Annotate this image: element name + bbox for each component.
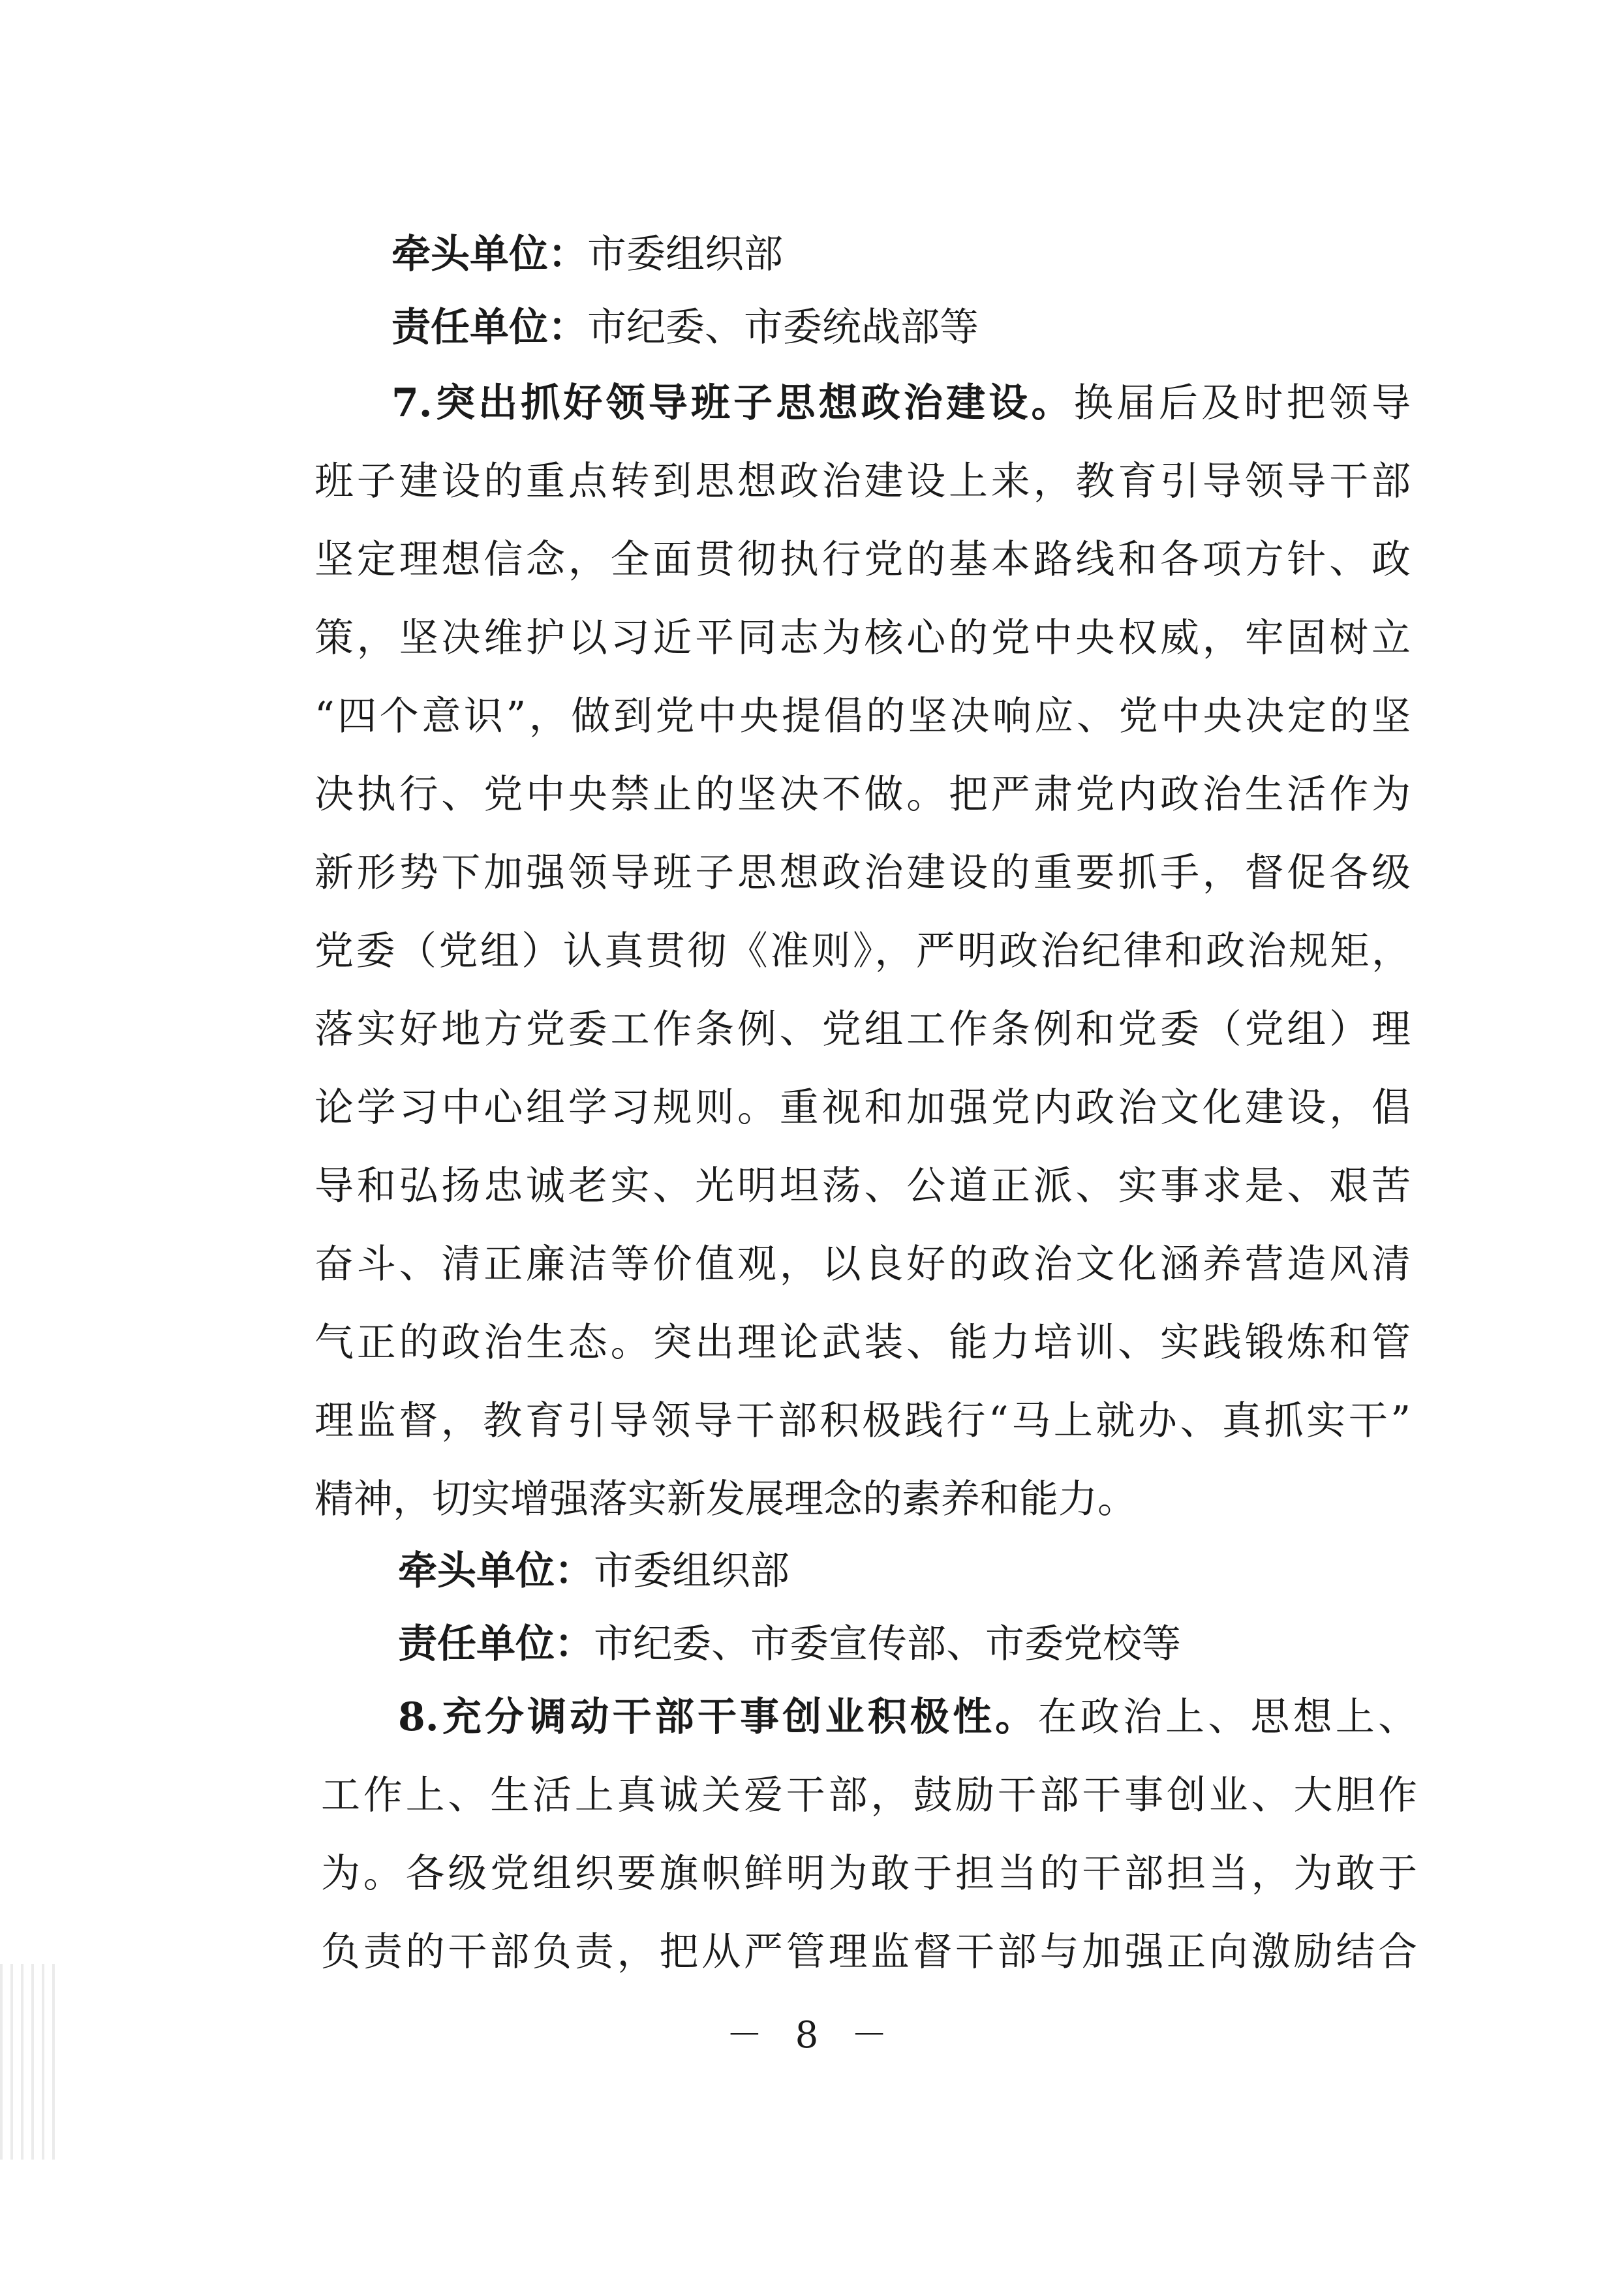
text-line: [321, 1848, 1417, 1900]
line-text: 负责的干部负责，把从严管理监督干部与加强正向激励结合: [321, 1929, 1417, 1975]
text-line: [398, 1545, 1494, 1597]
line-text: 市纪委、市委宣传部、市委党校等: [594, 1621, 1181, 1667]
text-line: [314, 1003, 1411, 1056]
line-text: 理监督，教育引导领导干部积极践行“马上就办、真抓实干”: [314, 1398, 1411, 1444]
label-lead-unit: 牵头单位：: [391, 232, 587, 277]
text-line: [314, 1317, 1411, 1369]
line-text: 决执行、党中央禁止的坚决不做。把严肃党内政治生活作为: [314, 772, 1411, 818]
line-text: 换届后及时把领导: [1073, 380, 1411, 426]
line-text: 落实好地方党委工作条例、党组工作条例和党委（党组）理: [314, 1007, 1411, 1052]
text-line: [314, 455, 1411, 508]
line-text: 策，坚决维护以习近平同志为核心的党中央权威，牢固树立: [314, 615, 1411, 661]
label-responsible-unit: 责任单位：: [391, 305, 587, 350]
text-line: [314, 1238, 1411, 1291]
heading-title: 8.充分调动干部干事创业积极性。: [398, 1694, 1038, 1740]
text-line: [321, 1926, 1417, 1978]
text-line: [314, 1082, 1411, 1134]
line-text: 在政治上、思想上、: [1037, 1694, 1417, 1740]
line-text: 坚定理想信念，全面贯彻执行党的基本路线和各项方针、政: [314, 537, 1411, 583]
label-lead-unit: 牵头单位：: [398, 1548, 594, 1594]
scan-margin-artifact: [0, 1964, 60, 2160]
text-line: [321, 1769, 1417, 1822]
line-text: 工作上、生活上真诚关爱干部，鼓励干部干事创业、大胆作: [321, 1773, 1417, 1818]
line-text: 班子建设的重点转到思想政治建设上来，教育引导领导干部: [314, 459, 1411, 504]
line-text: 市纪委、市委统战部等: [587, 305, 979, 350]
text-line: [314, 1473, 1411, 1525]
line-text: 市委组织部: [594, 1548, 789, 1594]
text-line: [314, 690, 1411, 742]
line-text: 精神，切实增强落实新发展理念的素养和能力。: [314, 1476, 1137, 1522]
text-line: [314, 925, 1411, 977]
text-line: [398, 1618, 1494, 1670]
section-heading-8: [398, 1691, 1417, 1743]
line-text: 导和弘扬忠诚老实、光明坦荡、公道正派、实事求是、艰苦: [314, 1163, 1411, 1209]
line-text: 论学习中心组学习规则。重视和加强党内政治文化建设，倡: [314, 1085, 1411, 1131]
text-line: [314, 847, 1411, 899]
line-text: 为。各级党组织要旗帜鲜明为敢于担当的干部担当，为敢于: [321, 1851, 1417, 1897]
text-line: [314, 769, 1411, 821]
text-line: [314, 612, 1411, 664]
text-line: [314, 534, 1411, 586]
page-number: － 8 －: [726, 2014, 898, 2056]
line-text: 气正的政治生态。突出理论武装、能力培训、实践锻炼和管: [314, 1320, 1411, 1366]
line-text: 新形势下加强领导班子思想政治建设的重要抓手，督促各级: [314, 850, 1411, 896]
line-text: “四个意识”，做到党中央提倡的坚决响应、党中央决定的坚: [314, 694, 1411, 739]
text-line: [391, 228, 1488, 281]
text-line: [391, 301, 1488, 354]
section-heading-7: [391, 377, 1411, 429]
line-text: 市委组织部: [587, 232, 783, 277]
text-line: [314, 1395, 1411, 1447]
text-line: [314, 1160, 1411, 1212]
label-responsible-unit: 责任单位：: [398, 1621, 594, 1667]
line-text: 党委（党组）认真贯彻《准则》，严明政治纪律和政治规矩，: [314, 928, 1411, 974]
line-text: 奋斗、清正廉洁等价值观，以良好的政治文化涵养营造风清: [314, 1242, 1411, 1287]
heading-title: 7.突出抓好领导班子思想政治建设。: [391, 380, 1074, 426]
